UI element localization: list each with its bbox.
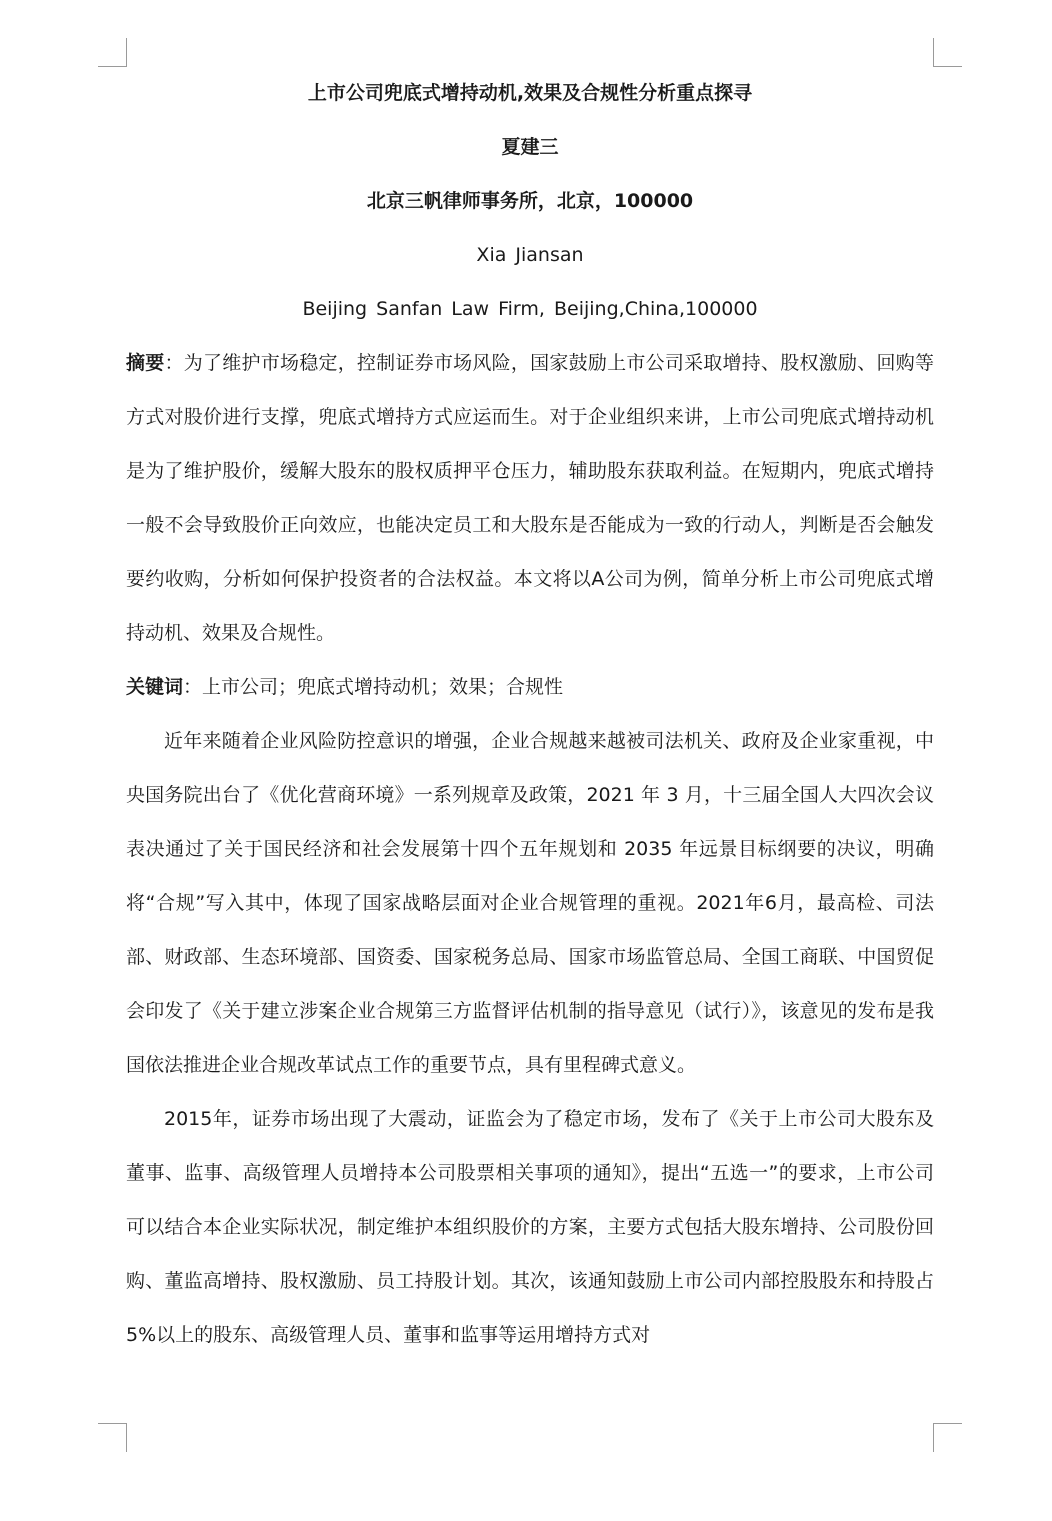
document-page [126, 76, 934, 1362]
crop-mark-bottom-right [933, 1423, 962, 1452]
abstract-text: ：为了维护市场稳定，控制证券市场风险，国家鼓励上市公司采取增持、股权激励、回购等方式对股价进行支撑，兜底式增持方式应运而生。对于企业组织来讲，上市公司兜底式增持动机是为了维护股价，缓解大股东的股权质押平仓压力，辅助股东获取利益。在短期内，兜底式增持一般不会导致股价正向效应，也能决定员工和大股东是否能成为一致的行动人，判断是否会触发要约收购，分析如何保护投资者的合法权益。本文将以A公司为例，简单分析上市公司兜底式增持动机、效果及合规性。 [126, 352, 934, 644]
crop-mark-top-left [98, 38, 127, 67]
keywords-label: 关键词 [126, 676, 184, 698]
author-name: 夏建三 [501, 136, 559, 158]
body-paragraph-1: 近年来随着企业风险防控意识的增强，企业合规越来越被司法机关、政府及企业家重视，中央国务院出台了《优化营商环境》一系列规章及政策，2021 年 3 月，十三届全国人大四次会议表决通过了关于国民经济和社会发展第十四个五年规划和 2035 年远景目标纲要的决议，明确将“合规”写入其中，体现了国家战略层面对企业合规管理的重视。2021年6月，最高检、司法部、财政部、生态环境部、国资委、国家税务总局、国家市场监管总局、全国工商联、中国贸促会印发了《关于建立涉案企业合规第三方监督评估机制的指导意见（试行）》，该意见的发布是我国依法推进企业合规改革试点工作的重要节点，具有里程碑式意义。 [126, 730, 934, 1076]
body-paragraph-2: 2015年，证券市场出现了大震动，证监会为了稳定市场，发布了《关于上市公司大股东及董事、监事、高级管理人员增持本公司股票相关事项的通知》，提出“五选一”的要求，上市公司可以结合本企业实际状况，制定维护本组织股价的方案，主要方式包括大股东增持、公司股份回购、董监高增持、股权激励、员工持股计划。其次，该通知鼓励上市公司内部控股股东和持股占5%以上的股东、高级管理人员、董事和监事等运用增持方式对 [126, 1108, 934, 1346]
crop-mark-top-right [933, 38, 962, 67]
author-affiliation: 北京三帆律师事务所，北京，100000 [366, 190, 694, 212]
keywords [126, 660, 934, 714]
author-name-english: Xia Jiansan [476, 244, 584, 266]
author-affiliation-english: Beijing Sanfan Law Firm, Beijing,China,100000 [302, 298, 758, 320]
paper-title: 上市公司兜底式增持动机,效果及合规性分析重点探寻 [307, 82, 753, 104]
abstract [126, 336, 934, 660]
crop-mark-bottom-left [98, 1423, 127, 1452]
abstract-label: 摘要 [126, 352, 165, 374]
keywords-text: ：上市公司；兜底式增持动机；效果；合规性 [183, 676, 564, 698]
